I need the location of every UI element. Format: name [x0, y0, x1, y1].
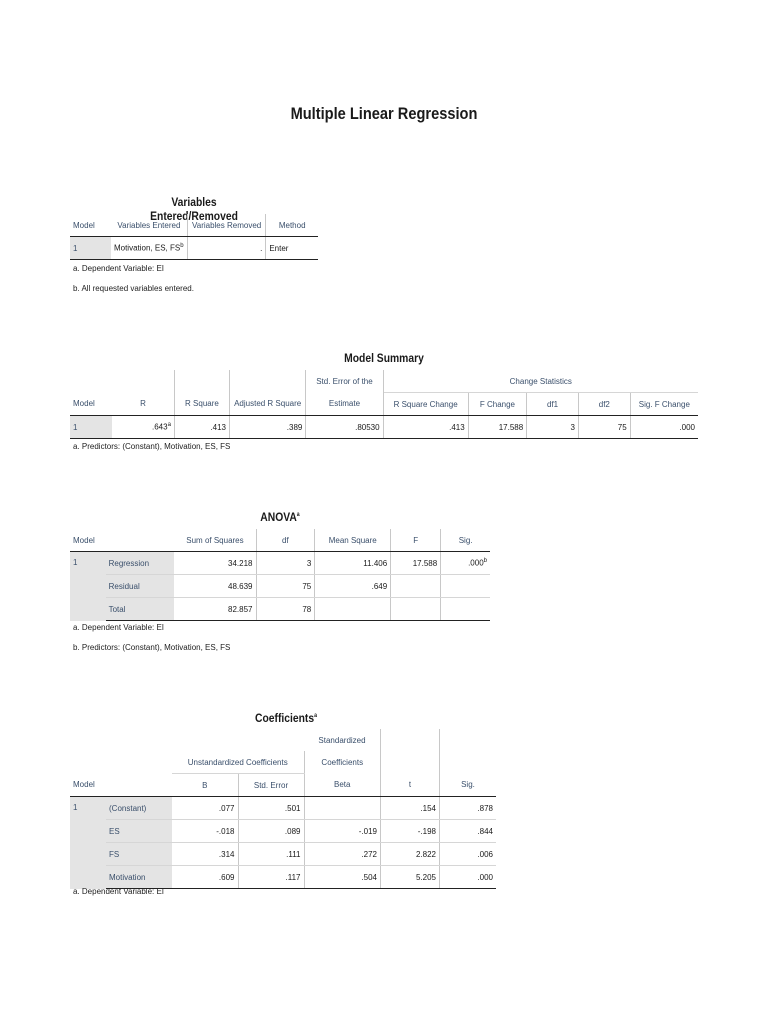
- header-r-square: R Square: [174, 393, 229, 416]
- anova-table: [70, 529, 490, 621]
- cell-t: .154: [381, 797, 440, 820]
- cell-ms: 11.406: [315, 552, 391, 575]
- model-summary-note-a: a. Predictors: (Constant), Motivation, ES, FS: [73, 442, 231, 451]
- header-model: Model: [70, 214, 111, 237]
- cell-sig: .000: [440, 866, 497, 889]
- header-coefficients: Coefficients: [304, 751, 381, 774]
- header-df2: df2: [578, 393, 630, 416]
- cell-f-change: 17.588: [468, 416, 527, 439]
- coefficients-note-a: a. Dependent Variable: EI: [73, 887, 165, 896]
- cell-sig-f-change: .000: [630, 416, 698, 439]
- header-sig: Sig.: [441, 529, 490, 552]
- header-sig-f-change: Sig. F Change: [630, 393, 698, 416]
- cell-sig: [441, 598, 490, 621]
- cell-b: .077: [172, 797, 238, 820]
- cell-f: [391, 575, 441, 598]
- cell-df1: 3: [527, 416, 579, 439]
- cell-df: 78: [256, 598, 315, 621]
- cell-r: .643$^a$: [112, 416, 174, 439]
- cell-beta: .272: [304, 843, 381, 866]
- coefficients-title: Coefficients$^a$: [255, 711, 317, 725]
- coefficients-table: [70, 729, 496, 889]
- cell-df: 75: [256, 575, 315, 598]
- anova-note-b: b. Predictors: (Constant), Motivation, ES, FS: [73, 643, 231, 652]
- header-method: Method: [266, 214, 318, 237]
- header-beta: Beta: [304, 774, 381, 797]
- model-summary-table: [70, 370, 698, 439]
- cell-sig: .006: [440, 843, 497, 866]
- cell-beta: -.019: [304, 820, 381, 843]
- cell-sig: .878: [440, 797, 497, 820]
- header-r-square-change: R Square Change: [383, 393, 468, 416]
- cell-std-error: .80530: [306, 416, 383, 439]
- row-model: 1: [70, 416, 112, 439]
- cell-ms: [315, 598, 391, 621]
- row-model: 1: [70, 797, 106, 889]
- cell-b: .314: [172, 843, 238, 866]
- header-standardized: Standardized: [304, 729, 381, 751]
- header-t: t: [381, 774, 440, 797]
- cell-se: .089: [238, 820, 304, 843]
- row-model: 1: [70, 552, 106, 621]
- row-label-fs: FS: [106, 843, 172, 866]
- header-std-error-top: Std. Error of the: [306, 370, 383, 393]
- cell-df2: 75: [578, 416, 630, 439]
- anova-note-a: a. Dependent Variable: EI: [73, 623, 165, 632]
- cell-r-square-change: .413: [383, 416, 468, 439]
- header-mean-square: Mean Square: [315, 529, 391, 552]
- cell-sig: [441, 575, 490, 598]
- row-label-residual: Residual: [106, 575, 175, 598]
- cell-sig: .000$^b$: [441, 552, 490, 575]
- cell-se: .501: [238, 797, 304, 820]
- header-adj-r-square: Adjusted R Square: [229, 393, 305, 416]
- header-variables-removed: Variables Removed: [187, 214, 265, 237]
- variables-table: [70, 214, 318, 260]
- header-df: df: [256, 529, 315, 552]
- cell-ss: 48.639: [174, 575, 256, 598]
- header-r: R: [112, 393, 174, 416]
- header-b: B: [172, 774, 238, 797]
- cell-ss: 34.218: [174, 552, 256, 575]
- cell-sig: .844: [440, 820, 497, 843]
- cell-t: 2.822: [381, 843, 440, 866]
- page-title: Multiple Linear Regression: [290, 104, 478, 123]
- cell-entered: Motivation, ES, $FS^b$: [111, 237, 187, 260]
- variables-note-a: a. Dependent Variable: EI: [73, 264, 165, 273]
- variables-table-title: Variables Entered/Removed: [150, 195, 238, 223]
- row-label-es: ES: [106, 820, 172, 843]
- header-df1: df1: [527, 393, 579, 416]
- row-label-regression: Regression: [106, 552, 175, 575]
- cell-r-square: .413: [174, 416, 229, 439]
- header-model: Model: [70, 774, 106, 797]
- row-model: 1: [70, 237, 111, 260]
- header-std-error: Estimate: [306, 393, 383, 416]
- header-model: Model: [70, 529, 106, 552]
- cell-f: 17.588: [391, 552, 441, 575]
- anova-title: ANOVA$^a$: [260, 510, 300, 524]
- header-sig: Sig.: [440, 774, 497, 797]
- cell-method: Enter: [266, 237, 318, 260]
- header-sum-of-squares: Sum of Squares: [174, 529, 256, 552]
- cell-t: -.198: [381, 820, 440, 843]
- row-label-total: Total: [106, 598, 175, 621]
- cell-se: .117: [238, 866, 304, 889]
- cell-ms: .649: [315, 575, 391, 598]
- cell-removed: .: [187, 237, 265, 260]
- header-model: Model: [70, 393, 112, 416]
- model-summary-title: Model Summary: [344, 351, 424, 365]
- cell-beta: [304, 797, 381, 820]
- row-label-motivation: Motivation: [106, 866, 172, 889]
- cell-adj-r-square: .389: [229, 416, 305, 439]
- header-f-change: F Change: [468, 393, 527, 416]
- header-f: F: [391, 529, 441, 552]
- row-label-constant: (Constant): [106, 797, 172, 820]
- cell-b: -.018: [172, 820, 238, 843]
- cell-b: .609: [172, 866, 238, 889]
- cell-beta: .504: [304, 866, 381, 889]
- cell-f: [391, 598, 441, 621]
- variables-note-b: b. All requested variables entered.: [73, 284, 194, 293]
- cell-ss: 82.857: [174, 598, 256, 621]
- header-change-statistics: Change Statistics: [383, 370, 698, 393]
- header-variables-entered: Variables Entered: [111, 214, 187, 237]
- header-unstandardized-coefficients: Unstandardized Coefficients: [172, 751, 304, 774]
- cell-se: .111: [238, 843, 304, 866]
- cell-t: 5.205: [381, 866, 440, 889]
- header-std-error: Std. Error: [238, 774, 304, 797]
- cell-df: 3: [256, 552, 315, 575]
